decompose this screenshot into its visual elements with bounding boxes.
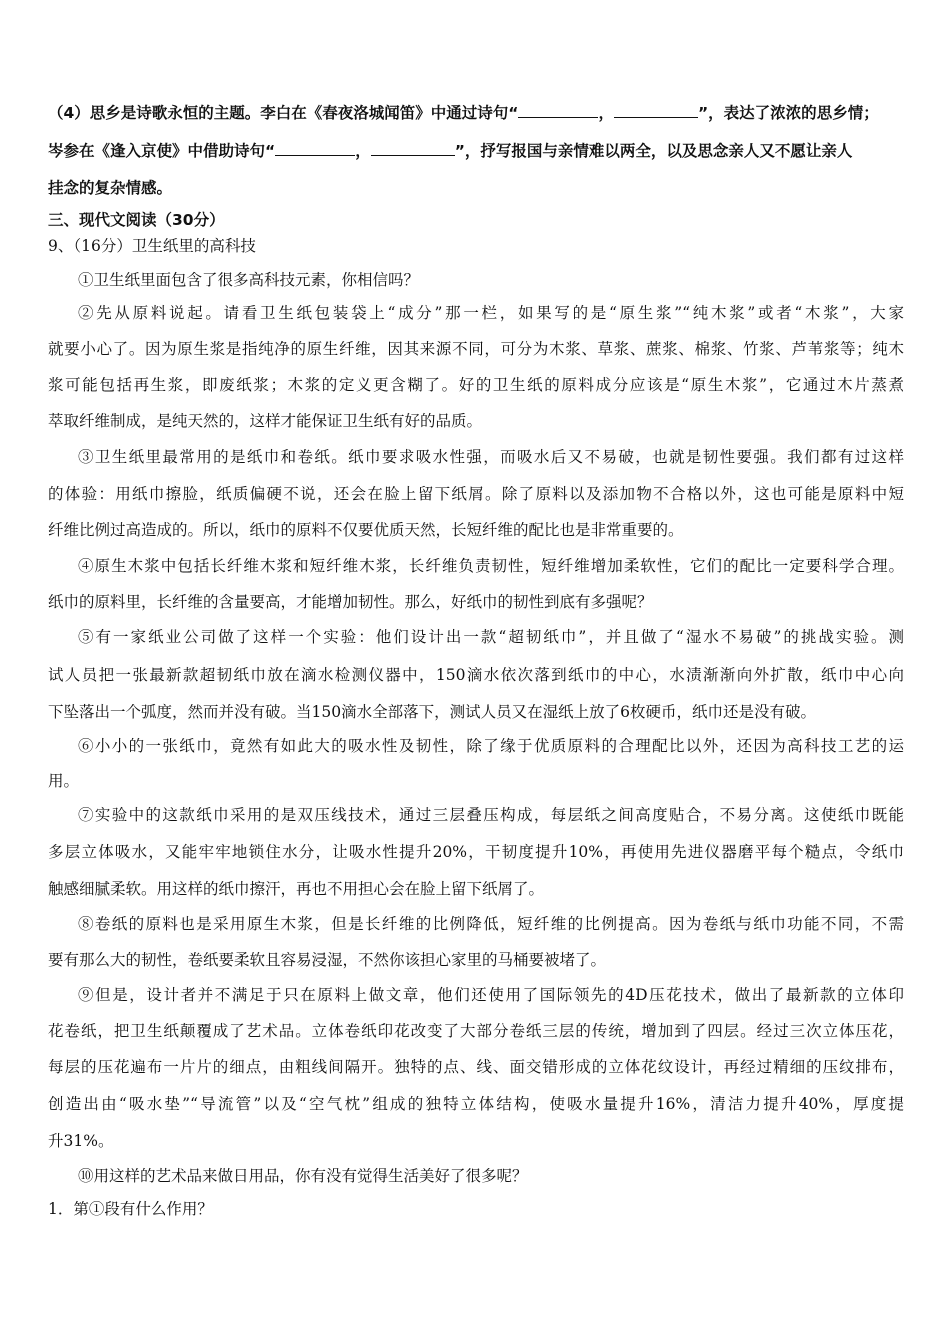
paragraph-9-line-5: 升31%。: [48, 1132, 114, 1150]
paragraph-5-line-1: ⑤有一家纸业公司做了这样一个实验：他们设计出一款“超韧纸巾”，并且做了“湿水不易破”的挑战实验。测: [78, 628, 904, 646]
paragraph-2-line-1: ②先从原料说起。请看卫生纸包装袋上“成分”那一栏，如果写的是“原生浆”“纯木浆”或者“木浆”，大家: [78, 304, 904, 322]
section-heading: 三、现代文阅读（30分）: [48, 211, 225, 229]
paragraph-10-line-1: ⑩用这样的艺术品来做日用品，你有没有觉得生活美好了很多呢？: [78, 1167, 528, 1185]
paragraph-4-line-2: 纸巾的原料里，长纤维的含量要高，才能增加韧性。那么，好纸巾的韧性到底有多强呢？: [48, 593, 653, 611]
paragraph-7-line-3: 触感细腻柔软。用这样的纸巾擦汗，再也不用担心会在脸上留下纸屑了。: [48, 880, 545, 898]
paragraph-8-line-1: ⑧卷纸的原料也是采用原生木浆，但是长纤维的比例降低，短纤维的比例提高。因为卷纸与纸巾功能不同，不需: [78, 915, 904, 933]
paragraph-1-line-1: ①卫生纸里面包含了很多高科技元素，你相信吗？: [78, 271, 420, 289]
paragraph-3-line-3: 纤维比例过高造成的。所以，纸巾的原料不仅要优质天然，长短纤维的配比也是非常重要的。: [48, 521, 684, 539]
answer-blank-4[interactable]: [371, 141, 455, 156]
paragraph-9-line-3: 每层的压花遍布一片片的细点，由粗线间隔开。独特的点、线、面交错形成的立体花纹设计，再经过精细的压纹排布，: [48, 1058, 904, 1076]
q4-line-1-text-a: （4）思乡是诗歌永恒的主题。李白在《春夜洛城闻笛》中通过诗句“: [48, 104, 519, 122]
paragraph-3-line-2: 的体验：用纸巾擦脸，纸质偏硬不说，还会在脸上留下纸屑。除了原料以及添加物不合格以外，这也可能是原料中短: [48, 485, 904, 503]
q4-line-2: [48, 141, 904, 161]
q4-line-2-text-c: ”，抒写报国与亲情难以两全，以及思念亲人又不愿让亲人: [454, 142, 853, 160]
question-1: 1．第①段有什么作用？: [48, 1200, 213, 1218]
paragraph-5-line-2: 试人员把一张最新款超韧纸巾放在滴水检测仪器中，150滴水依次落到纸巾的中心，水渍渐渐向外扩散，纸巾中心向: [48, 666, 904, 684]
q4-line-2-text-a: 岑参在《逢入京使》中借助诗句“: [48, 142, 276, 160]
answer-blank-1[interactable]: [518, 103, 598, 118]
paragraph-7-line-1: ⑦实验中的这款纸巾采用的是双压线技术，通过三层叠压构成，每层纸之间高度贴合，不易分离。这使纸巾既能: [78, 806, 904, 824]
paragraph-7-line-2: 多层立体吸水，又能牢牢地锁住水分，让吸水性提升20%，干韧度提升10%，再使用先进仪器磨平每个糙点，令纸巾: [48, 843, 904, 861]
paragraph-2-line-3: 浆可能包括再生浆，即废纸浆；木浆的定义更含糊了。好的卫生纸的原料成分应该是“原生木浆”，它通过木片蒸煮: [48, 376, 904, 394]
paragraph-4-line-1: ④原生木浆中包括长纤维木浆和短纤维木浆，长纤维负责韧性，短纤维增加柔软性，它们的配比一定要科学合理。: [78, 557, 904, 575]
answer-blank-2[interactable]: [614, 103, 698, 118]
q4-line-3: 挂念的复杂情感。: [48, 179, 173, 197]
question-9-title: 9、（16分）卫生纸里的高科技: [48, 237, 256, 255]
paragraph-6-line-1: ⑥小小的一张纸巾，竟然有如此大的吸水性及韧性，除了缘于优质原料的合理配比以外，还因为高科技工艺的运: [78, 737, 904, 755]
answer-blank-3[interactable]: [275, 141, 355, 156]
paragraph-3-line-1: ③卫生纸里最常用的是纸巾和卷纸。纸巾要求吸水性强，而吸水后又不易破，也就是韧性要强。我们都有过这样: [78, 448, 904, 466]
paragraph-9-line-1: ⑨但是，设计者并不满足于只在原料上做文章，他们还使用了国际领先的4D压花技术，做出了最新款的立体印: [78, 986, 904, 1004]
paragraph-5-line-3: 下坠落出一个弧度，然而并没有破。当150滴水全部落下，测试人员又在湿纸上放了6枚硬币，纸巾还是没有破。: [48, 703, 816, 721]
q4-line-1-comma: ，: [598, 104, 614, 122]
paragraph-6-line-2: 用。: [48, 772, 80, 790]
paragraph-9-line-2: 花卷纸，把卫生纸颠覆成了艺术品。立体卷纸印花改变了大部分卷纸三层的传统，增加到了四层。经过三次立体压花，: [48, 1022, 904, 1040]
paragraph-9-line-4: 创造出由“吸水垫”“导流管”以及“空气枕”组成的独特立体结构，使吸水量提升16%，清洁力提升40%，厚度提: [48, 1095, 904, 1113]
paragraph-8-line-2: 要有那么大的韧性，卷纸要柔软且容易浸湿，不然你该担心家里的马桶要被堵了。: [48, 951, 607, 969]
q4-line-1: [48, 103, 904, 123]
q4-line-1-text-c: ”，表达了浓浓的思乡情；: [698, 104, 879, 122]
paragraph-2-line-4: 萃取纤维制成，是纯天然的，这样才能保证卫生纸有好的品质。: [48, 412, 483, 430]
paragraph-2-line-2: 就要小心了。因为原生浆是指纯净的原生纤维，因其来源不同，可分为木浆、草浆、蔗浆、棉浆、竹浆、芦苇浆等；纯木: [48, 340, 904, 358]
q4-line-2-comma: ，: [355, 142, 371, 160]
